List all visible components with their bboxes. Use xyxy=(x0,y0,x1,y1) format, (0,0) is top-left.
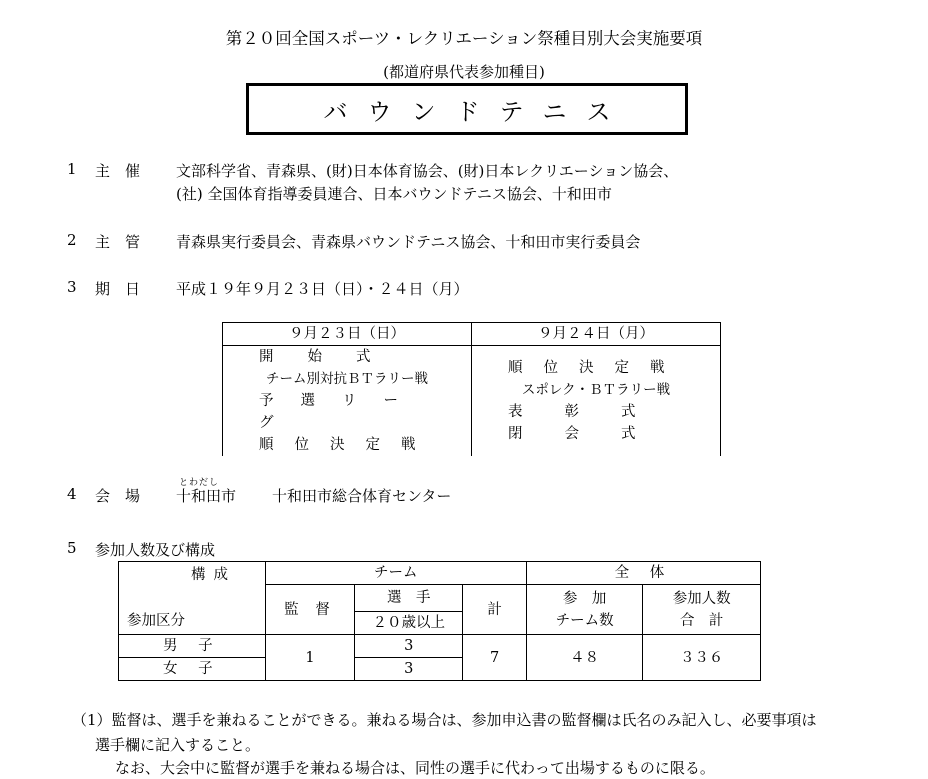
section-number: 3 xyxy=(67,278,77,296)
people-count: ３３６ xyxy=(643,635,761,681)
section-label: 会 場 xyxy=(95,487,141,505)
note-1-line-1: （1）監督は、選手を兼ねることができる。兼ねる場合は、参加申込書の監督欄は氏名のみ記入し、必要事項は xyxy=(72,711,817,729)
day1-item-0: 開始式 xyxy=(259,349,405,365)
day2-header: ９月２４日（月） xyxy=(471,323,720,346)
section-number: 1 xyxy=(67,160,77,178)
day1-events xyxy=(223,346,472,457)
manager-header: 監 督 xyxy=(265,585,354,635)
organizer-line-1: 文部科学省、青森県、(財)日本体育協会、(財)日本レクリエーション協会、 xyxy=(176,162,679,180)
corner-top-label: 構成 xyxy=(191,567,236,583)
day2-item-0: 順位決定戦 xyxy=(507,360,686,376)
event-name: バウンドテニス xyxy=(323,97,631,126)
team-count: ４８ xyxy=(526,635,643,681)
management-value: 青森県実行委員会、青森県バウンドテニス協会、十和田市実行委員会 xyxy=(176,233,641,251)
female-label: 女 子 xyxy=(119,658,266,681)
corner-bottom-label: 参加区分 xyxy=(127,613,185,629)
day2-item-3: 閉会式 xyxy=(507,426,678,442)
manager-count: 1 xyxy=(265,635,354,681)
section-label: 主 管 xyxy=(95,233,141,251)
note-1-line-2: 選手欄に記入すること。 xyxy=(95,736,261,754)
section-number: 4 xyxy=(67,485,77,503)
city-reading: とわだし xyxy=(179,478,220,488)
dates-value: 平成１９年９月２３日（日）・２４日（月） xyxy=(176,280,469,298)
section-label: 主 催 xyxy=(95,162,141,180)
participants-table xyxy=(118,561,761,681)
corner-cell xyxy=(119,562,266,635)
venue-name: 十和田市総合体育センター xyxy=(272,487,452,505)
team-count-header-line2: チーム数 xyxy=(555,612,614,629)
team-count-header-line1: 参 加 xyxy=(562,590,607,607)
overall-header: 全 体 xyxy=(526,562,760,585)
total-header: 計 xyxy=(463,585,526,635)
organizer-line-2: (社) 全国体育指導委員連合、日本バウンドテニス協会、十和田市 xyxy=(176,185,612,203)
document-subtitle: (都道府県代表参加種目) xyxy=(383,63,545,81)
male-label: 男 子 xyxy=(119,635,266,658)
day1-header: ９月２３日（日） xyxy=(223,323,472,346)
event-name-box xyxy=(246,83,688,135)
people-total-header-line2: 合 計 xyxy=(679,612,724,629)
day1-item-1: チーム別対抗ＢＴラリー戦 xyxy=(265,371,428,387)
venue-city: 十和田市 xyxy=(176,487,237,505)
note-1-line-3: なお、大会中に監督が選手を兼ねる場合は、同性の選手に代わって出場するものに限る。 xyxy=(115,759,715,777)
total-count: 7 xyxy=(463,635,526,681)
document-title: 第２０回全国スポーツ・レクリエーション祭種目別大会実施要項 xyxy=(225,29,703,48)
section-number: 5 xyxy=(67,539,77,557)
team-count-header xyxy=(526,585,643,635)
people-total-header-line1: 参加人数 xyxy=(672,590,731,607)
day1-item xyxy=(223,346,471,368)
player-age-header: ２０歳以上 xyxy=(355,612,463,635)
section-label: 期 日 xyxy=(95,280,141,298)
day2-item-1: スポレク・ＢＴラリー戦 xyxy=(521,382,671,398)
section-number: 2 xyxy=(67,231,77,249)
day2-events xyxy=(471,346,720,457)
day1-item-3: 順位決定戦 xyxy=(259,437,437,453)
male-players-count: 3 xyxy=(355,635,463,658)
day1-item-2: 予選リーグ xyxy=(259,393,425,431)
schedule-table xyxy=(222,322,721,456)
team-header: チーム xyxy=(265,562,526,585)
female-players-count: 3 xyxy=(355,658,463,681)
day2-item-2: 表彰式 xyxy=(507,404,678,420)
player-header: 選 手 xyxy=(355,585,463,612)
section-label: 参加人数及び構成 xyxy=(95,541,216,559)
people-total-header xyxy=(643,585,761,635)
